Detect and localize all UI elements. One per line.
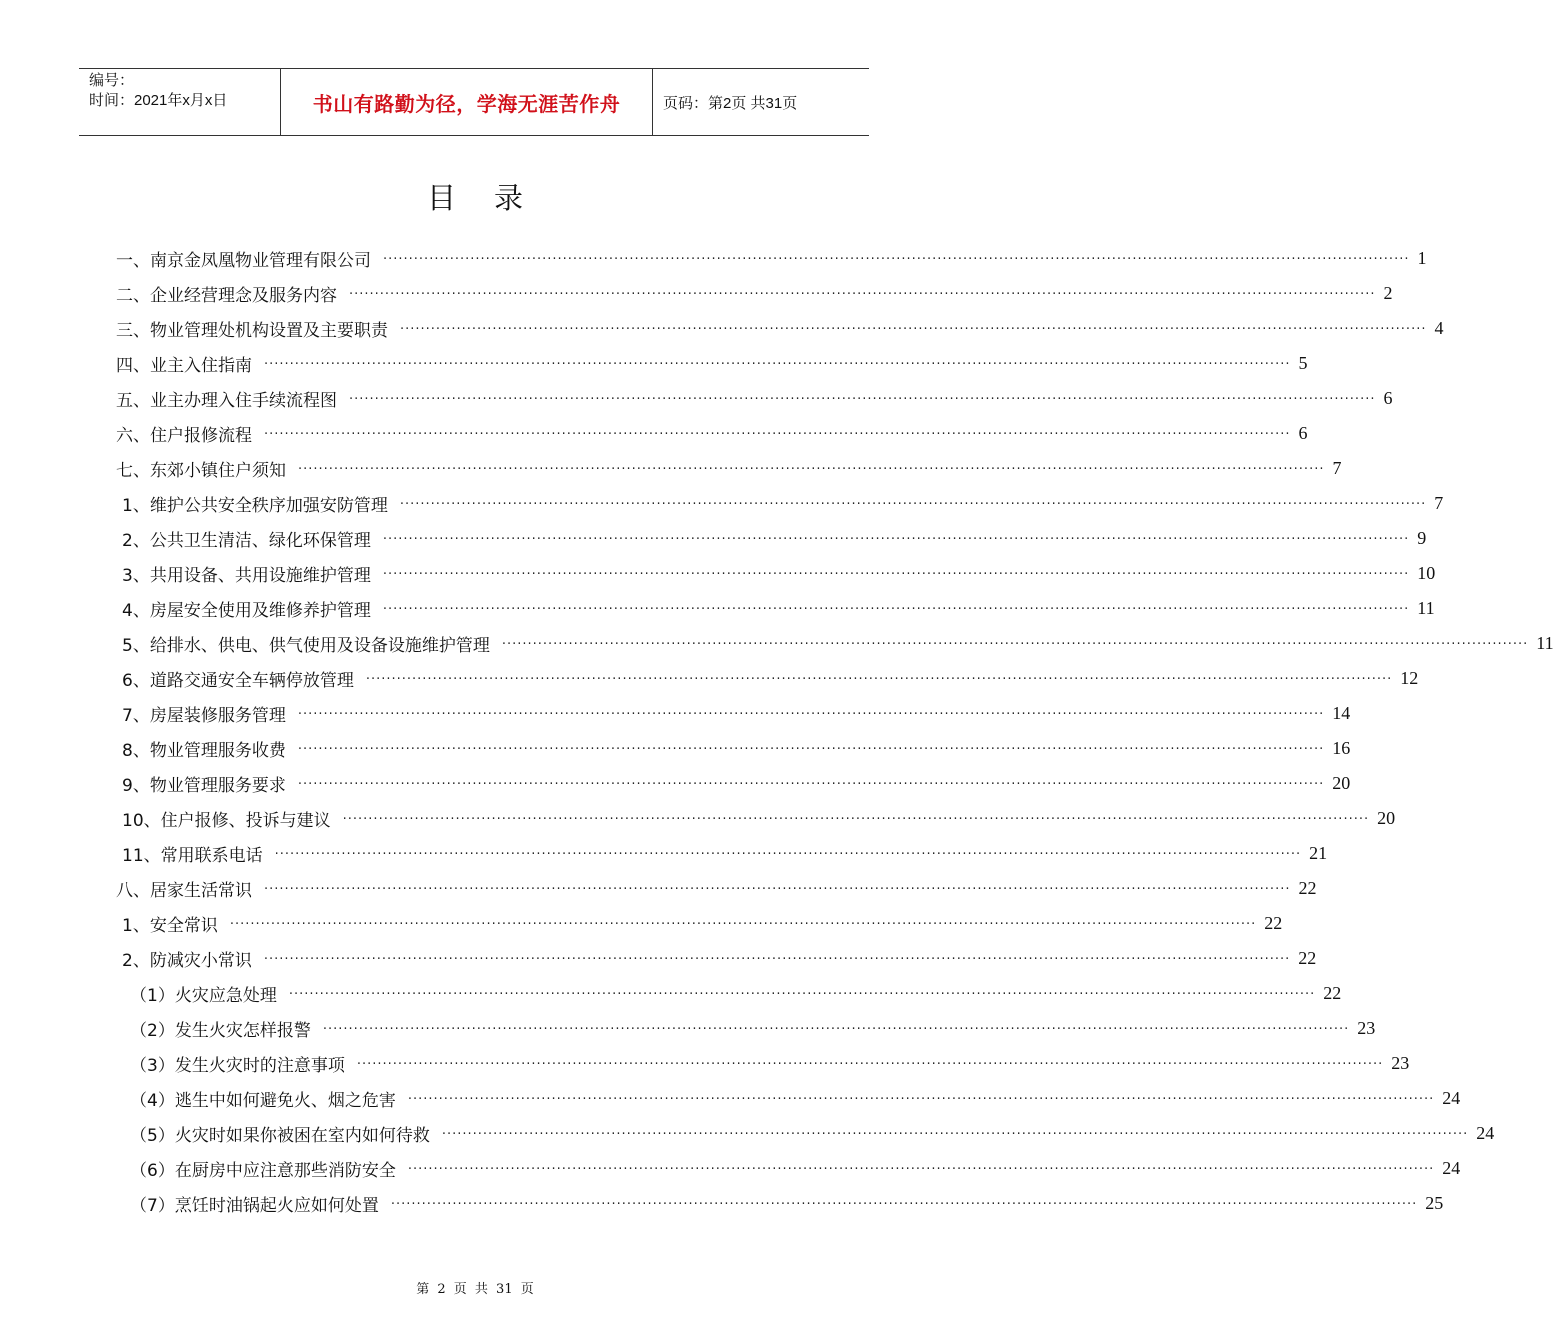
toc-leader-dots: ········································································································································································································ bbox=[382, 567, 1410, 582]
toc-entry-page: 20 bbox=[1332, 773, 1351, 793]
toc-entry-page: 7 bbox=[1434, 493, 1444, 513]
toc-entry-page: 24 bbox=[1442, 1158, 1461, 1178]
toc-entry[interactable] bbox=[116, 521, 1427, 556]
toc-entry-label: 2、公共卫生清洁、绿化环保管理 bbox=[122, 531, 371, 551]
toc-entry[interactable] bbox=[116, 906, 1283, 941]
toc-leader-dots: ········································································································································································································ bbox=[342, 812, 1370, 827]
toc-leader-dots: ········································································································································································································ bbox=[407, 1162, 1435, 1177]
toc-entry-page: 22 bbox=[1323, 983, 1342, 1003]
page-title: 目录 bbox=[426, 181, 561, 215]
toc-entry[interactable] bbox=[116, 241, 1427, 276]
toc-leader-dots: ········································································································································································································ bbox=[441, 1127, 1469, 1142]
toc-entry[interactable] bbox=[116, 766, 1351, 801]
toc-leader-dots: ········································································································································································································ bbox=[400, 322, 1427, 337]
toc-entry-page: 22 bbox=[1264, 913, 1283, 933]
toc-leader-dots: ········································································································································································································ bbox=[297, 707, 1325, 722]
toc-entry[interactable] bbox=[116, 836, 1328, 871]
toc-entry-label: 三、物业管理处机构设置及主要职责 bbox=[116, 321, 388, 341]
toc-entry[interactable] bbox=[116, 696, 1351, 731]
toc-entry-page: 20 bbox=[1377, 808, 1396, 828]
toc-entry-page: 1 bbox=[1417, 248, 1427, 268]
toc-entry-page: 6 bbox=[1383, 388, 1393, 408]
table-of-contents bbox=[116, 241, 1554, 1221]
toc-entry-label: 1、维护公共安全秩序加强安防管理 bbox=[122, 496, 388, 516]
toc-entry[interactable] bbox=[116, 1186, 1444, 1221]
toc-entry[interactable] bbox=[116, 346, 1308, 381]
toc-entry[interactable] bbox=[116, 661, 1419, 696]
toc-leader-dots: ········································································································································································································ bbox=[399, 497, 1427, 512]
toc-entry-page: 11 bbox=[1417, 598, 1435, 618]
toc-entry[interactable] bbox=[116, 1081, 1461, 1116]
page-footer: 第 2 页 共 31 页 bbox=[416, 1282, 534, 1297]
toc-entry-label: 11、常用联系电话 bbox=[122, 846, 263, 866]
toc-entry-label: 8、物业管理服务收费 bbox=[122, 741, 286, 761]
toc-entry-page: 23 bbox=[1357, 1018, 1376, 1038]
toc-leader-dots: ········································································································································································································ bbox=[264, 357, 1291, 372]
header-motto: 书山有路勤为径，学海无涯苦作舟 bbox=[312, 91, 621, 116]
toc-entry[interactable] bbox=[116, 381, 1393, 416]
toc-entry-page: 16 bbox=[1332, 738, 1351, 758]
toc-entry-label: 五、业主办理入住手续流程图 bbox=[116, 391, 337, 411]
toc-entry[interactable] bbox=[116, 416, 1308, 451]
toc-entry-page: 10 bbox=[1417, 563, 1436, 583]
toc-entry-page: 22 bbox=[1298, 948, 1317, 968]
toc-leader-dots: ········································································································································································································ bbox=[322, 1022, 1350, 1037]
toc-entry-page: 24 bbox=[1442, 1088, 1461, 1108]
toc-entry[interactable] bbox=[116, 591, 1435, 626]
toc-entry[interactable] bbox=[116, 1151, 1461, 1186]
toc-entry-page: 7 bbox=[1332, 458, 1342, 478]
toc-entry-label: 七、东郊小镇住户须知 bbox=[116, 461, 286, 481]
toc-entry-label: （5）火灾时如果你被困在室内如何待救 bbox=[130, 1126, 430, 1146]
toc-entry-page: 9 bbox=[1417, 528, 1427, 548]
toc-entry-label: 7、房屋装修服务管理 bbox=[122, 706, 286, 726]
toc-entry-label: （2）发生火灾怎样报警 bbox=[130, 1021, 311, 1041]
toc-entry-label: 1、安全常识 bbox=[122, 916, 218, 936]
toc-leader-dots: ········································································································································································································ bbox=[356, 1057, 1384, 1072]
toc-entry[interactable] bbox=[116, 1046, 1410, 1081]
toc-entry-page: 23 bbox=[1391, 1053, 1410, 1073]
toc-leader-dots: ········································································································································································································ bbox=[263, 952, 1291, 967]
toc-entry-label: （6）在厨房中应注意那些消防安全 bbox=[130, 1161, 396, 1181]
toc-entry[interactable] bbox=[116, 1116, 1495, 1151]
toc-entry-label: 6、道路交通安全车辆停放管理 bbox=[122, 671, 354, 691]
toc-entry[interactable] bbox=[116, 556, 1436, 591]
toc-entry-label: 10、住户报修、投诉与建议 bbox=[122, 811, 331, 831]
toc-entry-label: 3、共用设备、共用设施维护管理 bbox=[122, 566, 371, 586]
toc-entry[interactable] bbox=[116, 801, 1396, 836]
toc-leader-dots: ········································································································································································································ bbox=[390, 1197, 1418, 1212]
toc-entry-label: 八、居家生活常识 bbox=[116, 881, 252, 901]
toc-leader-dots: ········································································································································································································ bbox=[288, 987, 1316, 1002]
toc-leader-dots: ········································································································································································································ bbox=[349, 287, 1376, 302]
toc-leader-dots: ········································································································································································································ bbox=[383, 252, 1410, 267]
toc-entry[interactable] bbox=[116, 941, 1317, 976]
toc-entry-page: 4 bbox=[1434, 318, 1444, 338]
toc-leader-dots: ········································································································································································································ bbox=[382, 602, 1410, 617]
toc-entry[interactable] bbox=[116, 626, 1554, 661]
toc-entry[interactable] bbox=[116, 276, 1393, 311]
document-time-label: 时间：2021年x月x日 bbox=[89, 92, 228, 109]
toc-entry-page: 22 bbox=[1298, 878, 1317, 898]
toc-entry[interactable] bbox=[116, 1011, 1376, 1046]
toc-entry-label: 5、给排水、供电、供气使用及设备设施维护管理 bbox=[122, 636, 490, 656]
page-header bbox=[79, 68, 869, 136]
toc-leader-dots: ········································································································································································································ bbox=[298, 462, 1325, 477]
toc-entry-page: 24 bbox=[1476, 1123, 1495, 1143]
toc-entry-label: （3）发生火灾时的注意事项 bbox=[130, 1056, 345, 1076]
toc-entry-page: 6 bbox=[1298, 423, 1308, 443]
toc-entry[interactable] bbox=[116, 871, 1317, 906]
toc-entry-label: 二、企业经营理念及服务内容 bbox=[116, 286, 337, 306]
toc-leader-dots: ········································································································································································································ bbox=[382, 532, 1410, 547]
toc-entry-label: 4、房屋安全使用及维修养护管理 bbox=[122, 601, 371, 621]
toc-entry[interactable] bbox=[116, 451, 1342, 486]
toc-entry-page: 2 bbox=[1383, 283, 1393, 303]
toc-leader-dots: ········································································································································································································ bbox=[349, 392, 1376, 407]
toc-leader-dots: ········································································································································································································ bbox=[297, 742, 1325, 757]
toc-leader-dots: ········································································································································································································ bbox=[297, 777, 1325, 792]
toc-entry[interactable] bbox=[116, 976, 1342, 1011]
document-number-label: 编号： bbox=[89, 72, 135, 89]
toc-entry-label: （1）火灾应急处理 bbox=[130, 986, 277, 1006]
toc-leader-dots: ········································································································································································································ bbox=[501, 637, 1529, 652]
toc-entry-label: 六、住户报修流程 bbox=[116, 426, 252, 446]
header-motto-cell bbox=[281, 69, 653, 135]
toc-entry[interactable] bbox=[116, 486, 1444, 521]
toc-leader-dots: ········································································································································································································ bbox=[365, 672, 1393, 687]
toc-entry-label: 9、物业管理服务要求 bbox=[122, 776, 286, 796]
header-meta bbox=[79, 69, 281, 135]
toc-entry-label: 四、业主入住指南 bbox=[116, 356, 252, 376]
toc-leader-dots: ········································································································································································································ bbox=[274, 847, 1302, 862]
toc-leader-dots: ········································································································································································································ bbox=[264, 882, 1291, 897]
toc-leader-dots: ········································································································································································································ bbox=[264, 427, 1291, 442]
toc-entry[interactable] bbox=[116, 731, 1351, 766]
header-page-info: 页码：第2页 共31页 bbox=[663, 94, 798, 112]
toc-entry-page: 25 bbox=[1425, 1193, 1444, 1213]
header-page-info-cell bbox=[653, 69, 869, 135]
toc-entry-page: 14 bbox=[1332, 703, 1351, 723]
toc-entry-page: 21 bbox=[1309, 843, 1328, 863]
toc-entry-label: （7）烹饪时油锅起火应如何处置 bbox=[130, 1196, 379, 1216]
toc-entry-label: 一、南京金凤凰物业管理有限公司 bbox=[116, 251, 371, 271]
toc-entry-page: 12 bbox=[1400, 668, 1419, 688]
toc-entry-label: 2、防减灾小常识 bbox=[122, 951, 252, 971]
toc-leader-dots: ········································································································································································································ bbox=[407, 1092, 1435, 1107]
toc-entry[interactable] bbox=[116, 311, 1444, 346]
toc-entry-label: （4）逃生中如何避免火、烟之危害 bbox=[130, 1091, 396, 1111]
toc-leader-dots: ········································································································································································································ bbox=[229, 917, 1257, 932]
toc-entry-page: 11 bbox=[1536, 633, 1554, 653]
toc-entry-page: 5 bbox=[1298, 353, 1308, 373]
